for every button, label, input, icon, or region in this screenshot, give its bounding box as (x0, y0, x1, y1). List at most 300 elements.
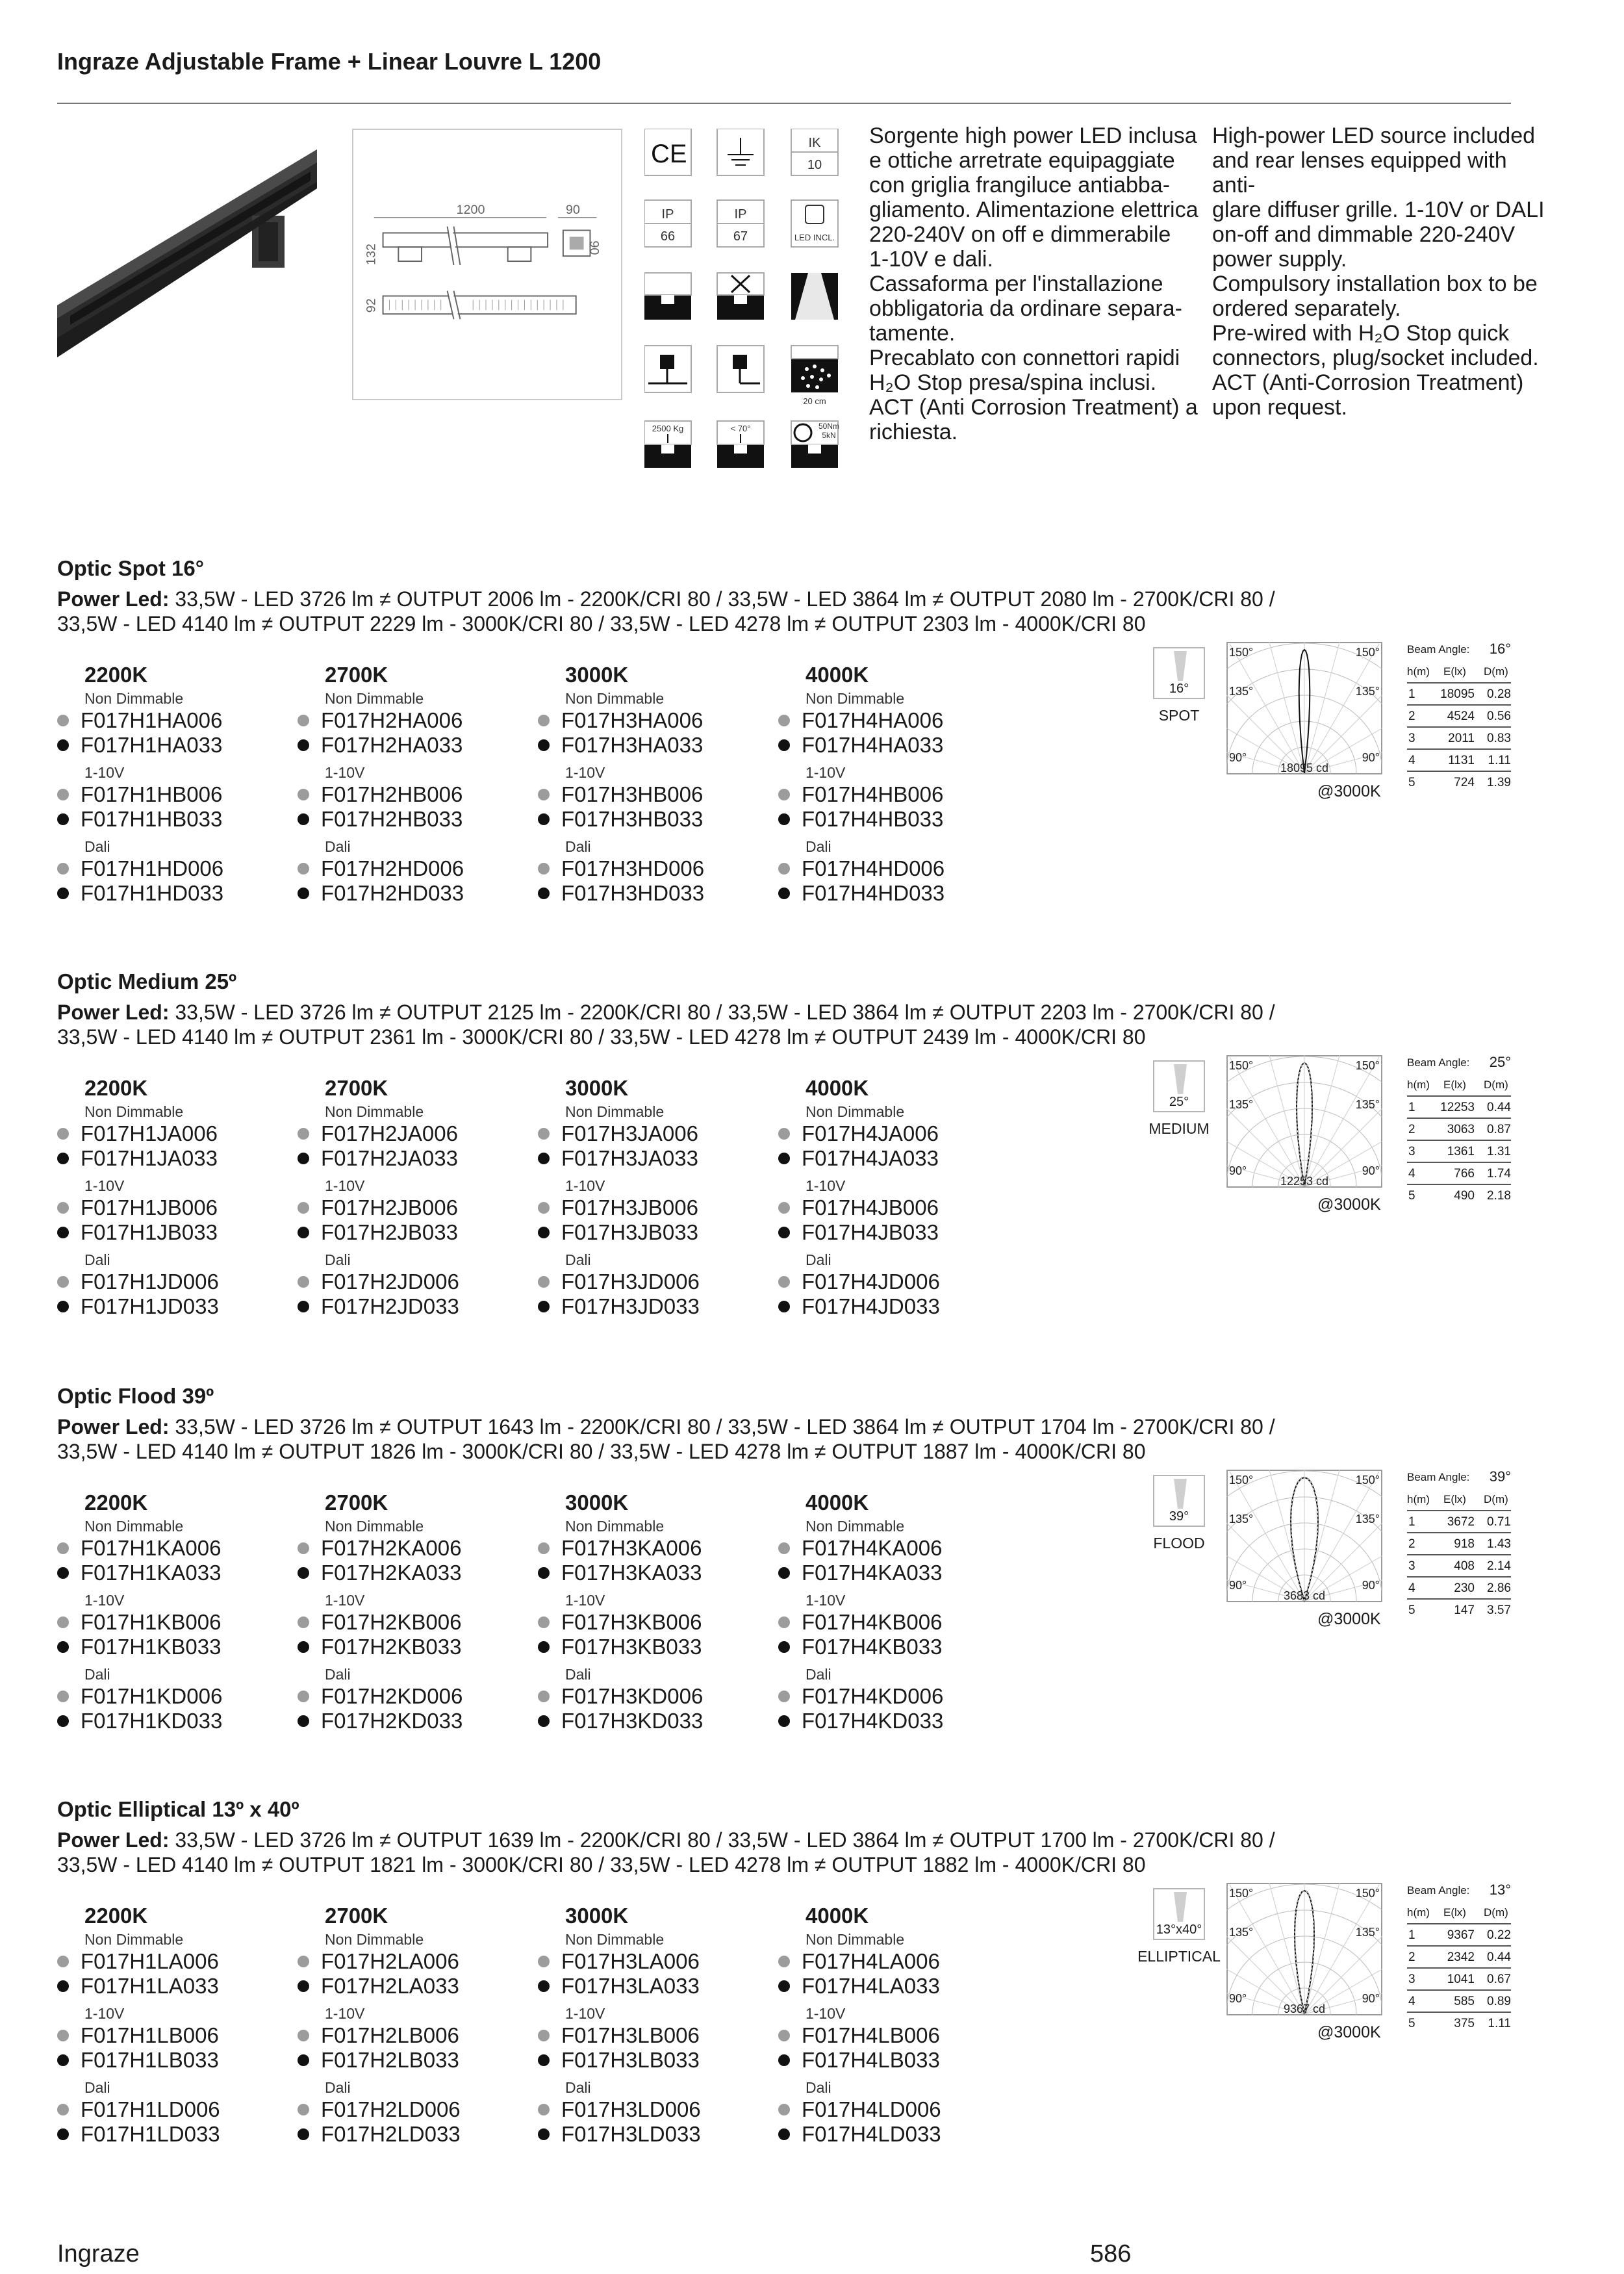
product-code (298, 1220, 458, 1245)
product-code (57, 856, 223, 881)
grey-finish-dot-icon (298, 1616, 309, 1628)
product-code-text: F017H2HD033 (321, 881, 464, 905)
polar-label-90-right: 90° (1362, 751, 1380, 764)
table-row (1407, 1532, 1511, 1554)
polar-label-90-left: 90° (1229, 751, 1247, 764)
product-code-text: F017H2HB006 (321, 782, 463, 806)
product-code-text: F017H1LB006 (81, 2023, 219, 2047)
product-code (298, 1195, 458, 1220)
polar-label-90-right: 90° (1362, 1992, 1380, 2005)
beam-cone-icon (1153, 1888, 1205, 1940)
product-code (778, 1635, 942, 1659)
black-finish-dot-icon (538, 2128, 550, 2140)
column-header-illuminance: E(lx) (1443, 1079, 1466, 1091)
product-code (778, 2048, 940, 2073)
product-code-text: F017H2LA033 (321, 1974, 459, 1998)
power-led-line (57, 1001, 1275, 1025)
product-code (298, 1635, 461, 1659)
grey-finish-dot-icon (298, 1128, 309, 1140)
dimming-group-label: Dali (565, 838, 591, 855)
description-line: Precablato con connettori rapidi (869, 346, 1180, 370)
grey-finish-dot-icon (778, 1542, 790, 1554)
dimming-group-label: Non Dimmable (84, 1103, 184, 1120)
led-included-icon (791, 200, 838, 247)
product-code-text: F017H2KD006 (321, 1684, 463, 1708)
product-code-text: F017H2JB006 (321, 1195, 458, 1220)
row-height: 1 (1408, 1101, 1415, 1114)
product-code (538, 1684, 703, 1709)
polar-light-distribution-chart (1226, 1883, 1382, 2015)
grey-finish-dot-icon (778, 789, 790, 800)
product-code-text: F017H2JA033 (321, 1146, 458, 1170)
product-code-text: F017H2KB006 (321, 1610, 462, 1634)
row-illuminance: 3063 (1447, 1123, 1475, 1136)
polar-label-135-left: 135° (1229, 1513, 1254, 1526)
dimming-group-label: 1-10V (325, 764, 365, 781)
row-diameter: 1.39 (1487, 776, 1511, 789)
product-code-text: F017H4JD033 (802, 1294, 940, 1318)
row-diameter: 3.57 (1487, 1603, 1511, 1617)
dim-width: 90 (565, 202, 580, 217)
product-code (778, 1146, 939, 1171)
polar-label-150-left: 150° (1229, 1887, 1254, 1900)
optic-title: Optic Medium 25º (57, 969, 237, 993)
product-code (57, 733, 222, 758)
description-line: tamente. (869, 321, 956, 346)
product-code-text: F017H1JB006 (81, 1195, 218, 1220)
dimming-group-label: Dali (806, 838, 831, 855)
row-illuminance: 1361 (1447, 1145, 1475, 1158)
dimming-group-label: 1-10V (806, 1177, 846, 1194)
table-row (1407, 1140, 1511, 1162)
distance-label: 20 cm (803, 396, 826, 406)
row-height: 1 (1408, 687, 1415, 701)
color-temperature: 2200K (84, 1904, 148, 1928)
table-row (1407, 1118, 1511, 1140)
polar-peak-intensity: 18095 cd (1280, 761, 1329, 774)
column-header-diameter: D(m) (1484, 665, 1508, 678)
product-code-text: F017H1HB033 (81, 807, 223, 831)
product-code (57, 1949, 219, 1974)
polar-label-150-left: 150° (1229, 1474, 1254, 1487)
dimming-group-label: Dali (84, 2079, 110, 2096)
grey-finish-dot-icon (57, 789, 69, 800)
column-header-diameter: D(m) (1484, 1906, 1508, 1919)
product-code-text: F017H2LB033 (321, 2048, 459, 2072)
description-line: connectors, plug/socket included. (1212, 346, 1539, 370)
beam-angle-value: 25° (1489, 1054, 1511, 1070)
product-code (538, 2097, 701, 2122)
color-temperature: 2200K (84, 1490, 148, 1514)
black-finish-dot-icon (298, 1301, 309, 1312)
row-illuminance: 408 (1454, 1559, 1475, 1573)
product-code (538, 2122, 701, 2147)
grey-finish-dot-icon (538, 863, 550, 875)
black-finish-dot-icon (778, 1641, 790, 1653)
black-finish-dot-icon (538, 888, 550, 899)
power-led-label: Power Led: (57, 587, 170, 611)
dimming-group-label: 1-10V (806, 1592, 846, 1609)
table-row (1407, 748, 1511, 771)
row-illuminance: 2011 (1448, 732, 1475, 745)
product-code (538, 1635, 702, 1659)
product-code (298, 1294, 459, 1319)
ik-label: IK (808, 136, 821, 150)
row-illuminance: 2342 (1447, 1950, 1475, 1964)
ik-value: 10 (807, 158, 822, 172)
polar-label-135-right: 135° (1355, 1098, 1380, 1111)
description-line: Cassaforma per l'installazione (869, 272, 1163, 296)
product-code (778, 1220, 939, 1245)
table-row (1407, 1945, 1511, 1967)
beam-type-name: SPOT (1158, 707, 1200, 724)
table-row (1407, 1598, 1511, 1620)
black-finish-dot-icon (298, 888, 309, 899)
product-code-text: F017H3HB006 (561, 782, 704, 806)
ip66-label: IP (661, 207, 674, 222)
dim-height-side: 90 (587, 240, 602, 255)
load-2500kg-icon (644, 421, 691, 468)
black-finish-dot-icon (57, 2054, 69, 2066)
led-incl-label: LED INCL. (794, 233, 835, 242)
polar-label-135-left: 135° (1229, 1926, 1254, 1939)
product-code (298, 881, 464, 906)
dimming-group-label: Non Dimmable (84, 1931, 184, 1948)
beam-angle-value: 16° (1489, 641, 1511, 657)
column-header-height: h(m) (1407, 1906, 1430, 1919)
black-finish-dot-icon (57, 1227, 69, 1238)
beam-angle-caption: Beam Angle: (1407, 1471, 1470, 1483)
product-code-text: F017H1LD006 (81, 2097, 220, 2121)
polar-label-90-left: 90° (1229, 1992, 1247, 2005)
product-code-text: F017H4JD006 (802, 1270, 940, 1294)
ip67-value: 67 (733, 229, 748, 244)
product-code (57, 2122, 220, 2147)
product-code-text: F017H2JA006 (321, 1121, 458, 1145)
product-code (57, 881, 223, 906)
product-code (57, 1294, 219, 1319)
polar-label-90-right: 90° (1362, 1164, 1380, 1177)
grey-finish-dot-icon (778, 2104, 790, 2115)
polar-label-150-left: 150° (1229, 646, 1254, 659)
color-temperature: 3000K (565, 1904, 629, 1928)
product-code-text: F017H4LA006 (802, 1949, 940, 1973)
black-finish-dot-icon (298, 2054, 309, 2066)
row-diameter: 1.11 (1488, 754, 1511, 767)
polar-reference-temperature: @3000K (1317, 1195, 1381, 1214)
dimming-group-label: Dali (806, 2079, 831, 2096)
optic-section (0, 1797, 1624, 2187)
beam-angle-value: 13° (1489, 1882, 1511, 1898)
table-row (1407, 1989, 1511, 2012)
table-row (1407, 1576, 1511, 1598)
product-code-text: F017H3KD033 (561, 1709, 704, 1733)
product-code-text: F017H3KB006 (561, 1610, 702, 1634)
black-finish-dot-icon (298, 739, 309, 751)
ce-mark-icon (644, 129, 691, 175)
product-code-text: F017H2LD006 (321, 2097, 461, 2121)
color-temperature: 2700K (325, 1076, 388, 1100)
dimming-group-label: Non Dimmable (84, 690, 184, 707)
power-led-line (57, 1415, 1275, 1439)
product-code (538, 1220, 698, 1245)
power-led-line (57, 1828, 1275, 1852)
product-code-text: F017H1KB033 (81, 1635, 222, 1659)
table-row (1407, 1510, 1511, 1532)
product-code (778, 1270, 940, 1294)
grey-finish-dot-icon (298, 1542, 309, 1554)
product-code-text: F017H3LD033 (561, 2122, 701, 2146)
black-finish-dot-icon (298, 1227, 309, 1238)
polar-label-150-right: 150° (1355, 1474, 1380, 1487)
black-finish-dot-icon (57, 813, 69, 825)
dimming-group-label: 1-10V (565, 764, 605, 781)
dimming-group-label: 1-10V (84, 2005, 125, 2022)
product-code (298, 2048, 459, 2073)
row-height: 2 (1408, 1950, 1415, 1964)
black-finish-dot-icon (538, 1301, 550, 1312)
row-diameter: 0.56 (1487, 709, 1511, 723)
black-finish-dot-icon (57, 1301, 69, 1312)
product-code-text: F017H1JD033 (81, 1294, 219, 1318)
grey-finish-dot-icon (57, 1616, 69, 1628)
black-finish-dot-icon (778, 1715, 790, 1727)
black-finish-dot-icon (538, 1567, 550, 1579)
grey-finish-dot-icon (538, 1616, 550, 1628)
description-line: con griglia frangiluce antiabba- (869, 173, 1171, 198)
black-finish-dot-icon (778, 1567, 790, 1579)
grey-finish-dot-icon (778, 1956, 790, 1967)
product-code-text: F017H3LA033 (561, 1974, 700, 1998)
grey-finish-dot-icon (57, 1691, 69, 1702)
table-row (1407, 1967, 1511, 1989)
dimming-group-label: Dali (325, 838, 351, 855)
polar-reference-temperature: @3000K (1317, 782, 1381, 800)
color-temperature: 2200K (84, 663, 148, 687)
product-code-text: F017H4KA033 (802, 1561, 943, 1585)
dimming-group-label: Non Dimmable (806, 1518, 905, 1535)
product-code (538, 782, 703, 807)
grey-finish-dot-icon (298, 2030, 309, 2041)
row-diameter: 2.18 (1487, 1189, 1511, 1203)
grey-finish-dot-icon (57, 1956, 69, 1967)
grey-finish-dot-icon (538, 2104, 550, 2115)
optic-section (0, 556, 1624, 946)
product-code-text: F017H4JA033 (802, 1146, 939, 1170)
black-finish-dot-icon (778, 2054, 790, 2066)
row-height: 3 (1408, 1559, 1415, 1573)
page-number: 586 (1090, 2240, 1132, 2268)
black-finish-dot-icon (778, 1227, 790, 1238)
dimming-group-label: Dali (325, 1251, 351, 1268)
product-code-text: F017H2KA006 (321, 1536, 462, 1560)
table-row (1407, 1554, 1511, 1576)
tilt-label: < 70° (730, 424, 751, 433)
polar-peak-intensity: 3683 cd (1283, 1589, 1326, 1602)
row-diameter: 1.74 (1487, 1167, 1511, 1181)
product-code (538, 2023, 700, 2048)
product-code-text: F017H1KD033 (81, 1709, 223, 1733)
column-header-height: h(m) (1407, 665, 1430, 678)
product-code (778, 1709, 943, 1733)
product-code-text: F017H3KA006 (561, 1536, 702, 1560)
power-led-values: 33,5W - LED 3726 lm ≠ OUTPUT 2006 lm - 2200K/CRI 80 / 33,5W - LED 3864 lm ≠ OUTPUT 2080 lm - 2700K/CRI 80 / (169, 587, 1275, 611)
product-code-text: F017H2HD006 (321, 856, 464, 880)
product-code (538, 1949, 700, 1974)
row-height: 2 (1408, 1123, 1415, 1136)
ip67-icon (717, 200, 764, 247)
product-code (778, 1561, 942, 1585)
grey-finish-dot-icon (538, 2030, 550, 2041)
black-finish-dot-icon (57, 739, 69, 751)
product-code-text: F017H4HB033 (802, 807, 944, 831)
black-finish-dot-icon (538, 739, 550, 751)
product-code-text: F017H1HD006 (81, 856, 224, 880)
description-line: Pre-wired with H₂O Stop quick (1212, 321, 1510, 346)
description-line: obbligatoria da ordinare separa- (869, 296, 1182, 321)
dimming-group-label: 1-10V (565, 1592, 605, 1609)
row-illuminance: 18095 (1440, 687, 1475, 701)
black-finish-dot-icon (298, 813, 309, 825)
dimming-group-label: Non Dimmable (84, 1518, 184, 1535)
product-code (778, 1610, 942, 1635)
dimming-group-label: Dali (84, 1251, 110, 1268)
dimming-group-label: 1-10V (565, 2005, 605, 2022)
product-code (57, 1270, 219, 1294)
product-code-text: F017H2HA033 (321, 733, 463, 757)
product-code-text: F017H4KA006 (802, 1536, 943, 1560)
torque-icon (791, 421, 839, 468)
description-line: power supply. (1212, 247, 1347, 272)
power-led-line-2: 33,5W - LED 4140 lm ≠ OUTPUT 1821 lm - 3000K/CRI 80 / 33,5W - LED 4278 lm ≠ OUTPUT 1882 lm - 4000K/CRI 80 (57, 1853, 1146, 1876)
product-code (57, 2097, 220, 2122)
product-code-text: F017H3JD033 (561, 1294, 700, 1318)
earth-ground-icon (717, 129, 764, 175)
row-height: 5 (1408, 1603, 1415, 1617)
black-finish-dot-icon (298, 1980, 309, 1992)
power-led-line-2: 33,5W - LED 4140 lm ≠ OUTPUT 1826 lm - 3000K/CRI 80 / 33,5W - LED 4278 lm ≠ OUTPUT 1887 lm - 4000K/CRI 80 (57, 1440, 1146, 1463)
row-height: 3 (1408, 1145, 1415, 1158)
product-code (298, 1684, 463, 1709)
dimming-group-label: Non Dimmable (565, 1931, 665, 1948)
polar-label-90-right: 90° (1362, 1579, 1380, 1592)
title-divider (57, 103, 1511, 104)
product-code-text: F017H4JA006 (802, 1121, 939, 1145)
product-code (778, 1949, 940, 1974)
grey-finish-dot-icon (57, 1128, 69, 1140)
product-code-text: F017H1HD033 (81, 881, 224, 905)
table-row (1407, 1184, 1511, 1206)
black-finish-dot-icon (57, 1641, 69, 1653)
load-label: 2500 Kg (652, 424, 684, 433)
polar-label-150-right: 150° (1355, 1059, 1380, 1072)
black-finish-dot-icon (57, 888, 69, 899)
ground-install-icon (644, 346, 691, 392)
grey-finish-dot-icon (778, 1128, 790, 1140)
product-code-text: F017H1LD033 (81, 2122, 220, 2146)
row-diameter: 2.86 (1487, 1581, 1511, 1595)
beam-type-name: ELLIPTICAL (1137, 1948, 1221, 1965)
product-code-text: F017H1HA006 (81, 708, 223, 732)
color-temperature: 2700K (325, 1490, 388, 1514)
polar-peak-intensity: 12253 cd (1280, 1175, 1329, 1188)
description-line: H₂O Stop presa/spina inclusi. (869, 370, 1157, 395)
grey-finish-dot-icon (538, 715, 550, 726)
black-finish-dot-icon (538, 813, 550, 825)
polar-label-135-right: 135° (1355, 1926, 1380, 1939)
polar-label-135-left: 135° (1229, 1098, 1254, 1111)
product-code-text: F017H1LA006 (81, 1949, 219, 1973)
product-code (57, 1220, 218, 1245)
product-code (778, 856, 945, 881)
product-code (538, 1195, 698, 1220)
dim-height-back: 92 (364, 298, 379, 313)
page-title: Ingraze Adjustable Frame + Linear Louvre L 1200 (57, 48, 602, 75)
dimming-group-label: Non Dimmable (325, 1518, 424, 1535)
beam-cone-icon (1153, 1060, 1205, 1112)
product-code (538, 1536, 702, 1561)
row-diameter: 2.14 (1487, 1559, 1511, 1573)
product-code-text: F017H4HA006 (802, 708, 944, 732)
product-code-text: F017H4KB033 (802, 1635, 943, 1659)
grey-finish-dot-icon (298, 863, 309, 875)
product-code-text: F017H2JB033 (321, 1220, 458, 1244)
black-finish-dot-icon (538, 1227, 550, 1238)
row-height: 4 (1408, 1167, 1415, 1181)
product-code (57, 1195, 218, 1220)
product-code-text: F017H3JA033 (561, 1146, 698, 1170)
product-code-text: F017H3KA033 (561, 1561, 702, 1585)
product-code-text: F017H3LB006 (561, 2023, 700, 2047)
product-code (298, 1270, 459, 1294)
product-code-text: F017H3HA006 (561, 708, 704, 732)
ip67-label: IP (734, 207, 747, 222)
power-led-label: Power Led: (57, 1828, 170, 1852)
certification-icons (644, 129, 847, 479)
row-illuminance: 4524 (1447, 709, 1475, 723)
black-finish-dot-icon (778, 2128, 790, 2140)
polar-light-distribution-chart (1226, 1470, 1382, 1602)
product-code (778, 1294, 940, 1319)
product-code-text: F017H1HB006 (81, 782, 223, 806)
beam-angle-caption: Beam Angle: (1407, 1056, 1470, 1069)
black-finish-dot-icon (778, 1153, 790, 1164)
power-led-line-2: 33,5W - LED 4140 lm ≠ OUTPUT 2229 lm - 3000K/CRI 80 / 33,5W - LED 4278 lm ≠ OUTPUT 2303 lm - 4000K/CRI 80 (57, 612, 1146, 635)
column-header-illuminance: E(lx) (1443, 665, 1466, 678)
row-height: 1 (1408, 1928, 1415, 1942)
row-diameter: 0.22 (1487, 1928, 1511, 1942)
description-english (1212, 123, 1550, 420)
product-code-text: F017H2KA033 (321, 1561, 462, 1585)
polar-light-distribution-chart (1226, 642, 1382, 774)
dimension-drawing (352, 129, 622, 400)
grey-finish-dot-icon (57, 1202, 69, 1214)
beam-type-name: MEDIUM (1148, 1120, 1210, 1137)
row-diameter: 0.83 (1487, 732, 1511, 745)
ik-rating-icon (791, 129, 838, 175)
beam-type-name: FLOOD (1153, 1535, 1205, 1552)
product-code-text: F017H3LD006 (561, 2097, 701, 2121)
grey-finish-dot-icon (778, 715, 790, 726)
polar-label-150-left: 150° (1229, 1059, 1254, 1072)
product-code (298, 1949, 459, 1974)
grey-finish-dot-icon (778, 1202, 790, 1214)
row-illuminance: 1131 (1448, 754, 1475, 767)
light-beam-icon (791, 273, 838, 320)
description-line: ACT (Anti-Corrosion Treatment) (1212, 370, 1524, 395)
power-led-line (57, 587, 1275, 611)
product-code (778, 1121, 939, 1146)
